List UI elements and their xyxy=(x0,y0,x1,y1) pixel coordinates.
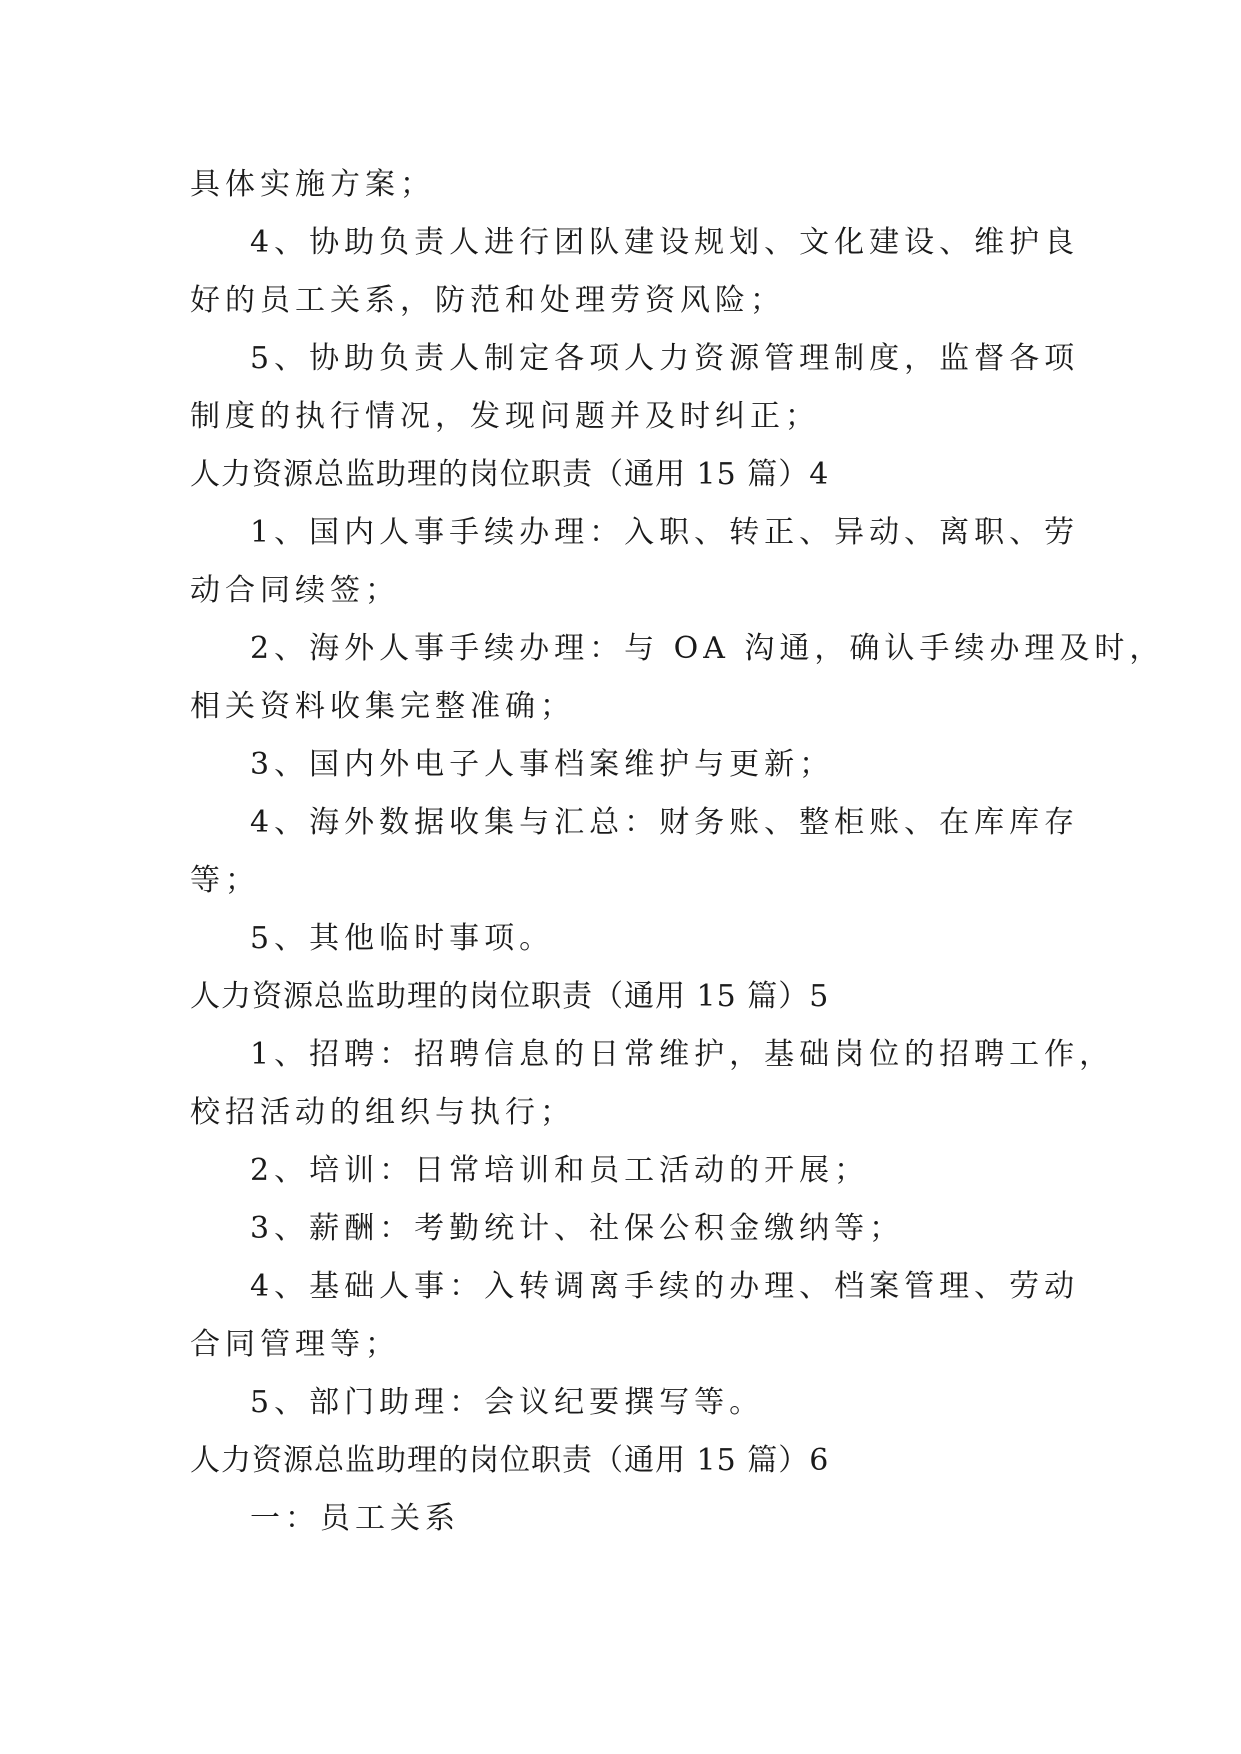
text-line: 2、海外人事手续办理：与 OA 沟通，确认手续办理及时， xyxy=(250,631,1165,666)
text-line: 具体实施方案； xyxy=(190,167,435,202)
section-heading: 人力资源总监助理的岗位职责（通用 15 篇）5 xyxy=(190,979,830,1014)
text-line: 制度的执行情况，发现问题并及时纠正； xyxy=(190,399,820,434)
text-line: 4、基础人事：入转调离手续的办理、档案管理、劳动 xyxy=(250,1269,1080,1304)
text-line: 一：员工关系 xyxy=(250,1501,460,1536)
text-line: 动合同续签； xyxy=(190,573,400,608)
text-line: 4、协助负责人进行团队建设规划、文化建设、维护良 xyxy=(250,225,1080,260)
text-line: 5、其他临时事项。 xyxy=(250,921,555,956)
text-line: 合同管理等； xyxy=(190,1327,400,1362)
section-heading: 人力资源总监助理的岗位职责（通用 15 篇）6 xyxy=(190,1443,830,1478)
text-line: 校招活动的组织与执行； xyxy=(190,1095,575,1130)
section-heading: 人力资源总监助理的岗位职责（通用 15 篇）4 xyxy=(190,457,830,492)
text-line: 4、海外数据收集与汇总：财务账、整柜账、在库库存 xyxy=(250,805,1080,840)
text-line: 相关资料收集完整准确； xyxy=(190,689,575,724)
text-line: 1、招聘：招聘信息的日常维护，基础岗位的招聘工作， xyxy=(250,1037,1115,1072)
text-line: 1、国内人事手续办理：入职、转正、异动、离职、劳 xyxy=(250,515,1080,550)
text-line: 2、培训：日常培训和员工活动的开展； xyxy=(250,1153,870,1188)
text-line: 等； xyxy=(190,863,260,898)
text-line: 5、部门助理：会议纪要撰写等。 xyxy=(250,1385,765,1420)
text-line: 3、国内外电子人事档案维护与更新； xyxy=(250,747,835,782)
text-line: 5、协助负责人制定各项人力资源管理制度，监督各项 xyxy=(250,341,1080,376)
text-line: 好的员工关系，防范和处理劳资风险； xyxy=(190,283,785,318)
text-line: 3、薪酬：考勤统计、社保公积金缴纳等； xyxy=(250,1211,905,1246)
